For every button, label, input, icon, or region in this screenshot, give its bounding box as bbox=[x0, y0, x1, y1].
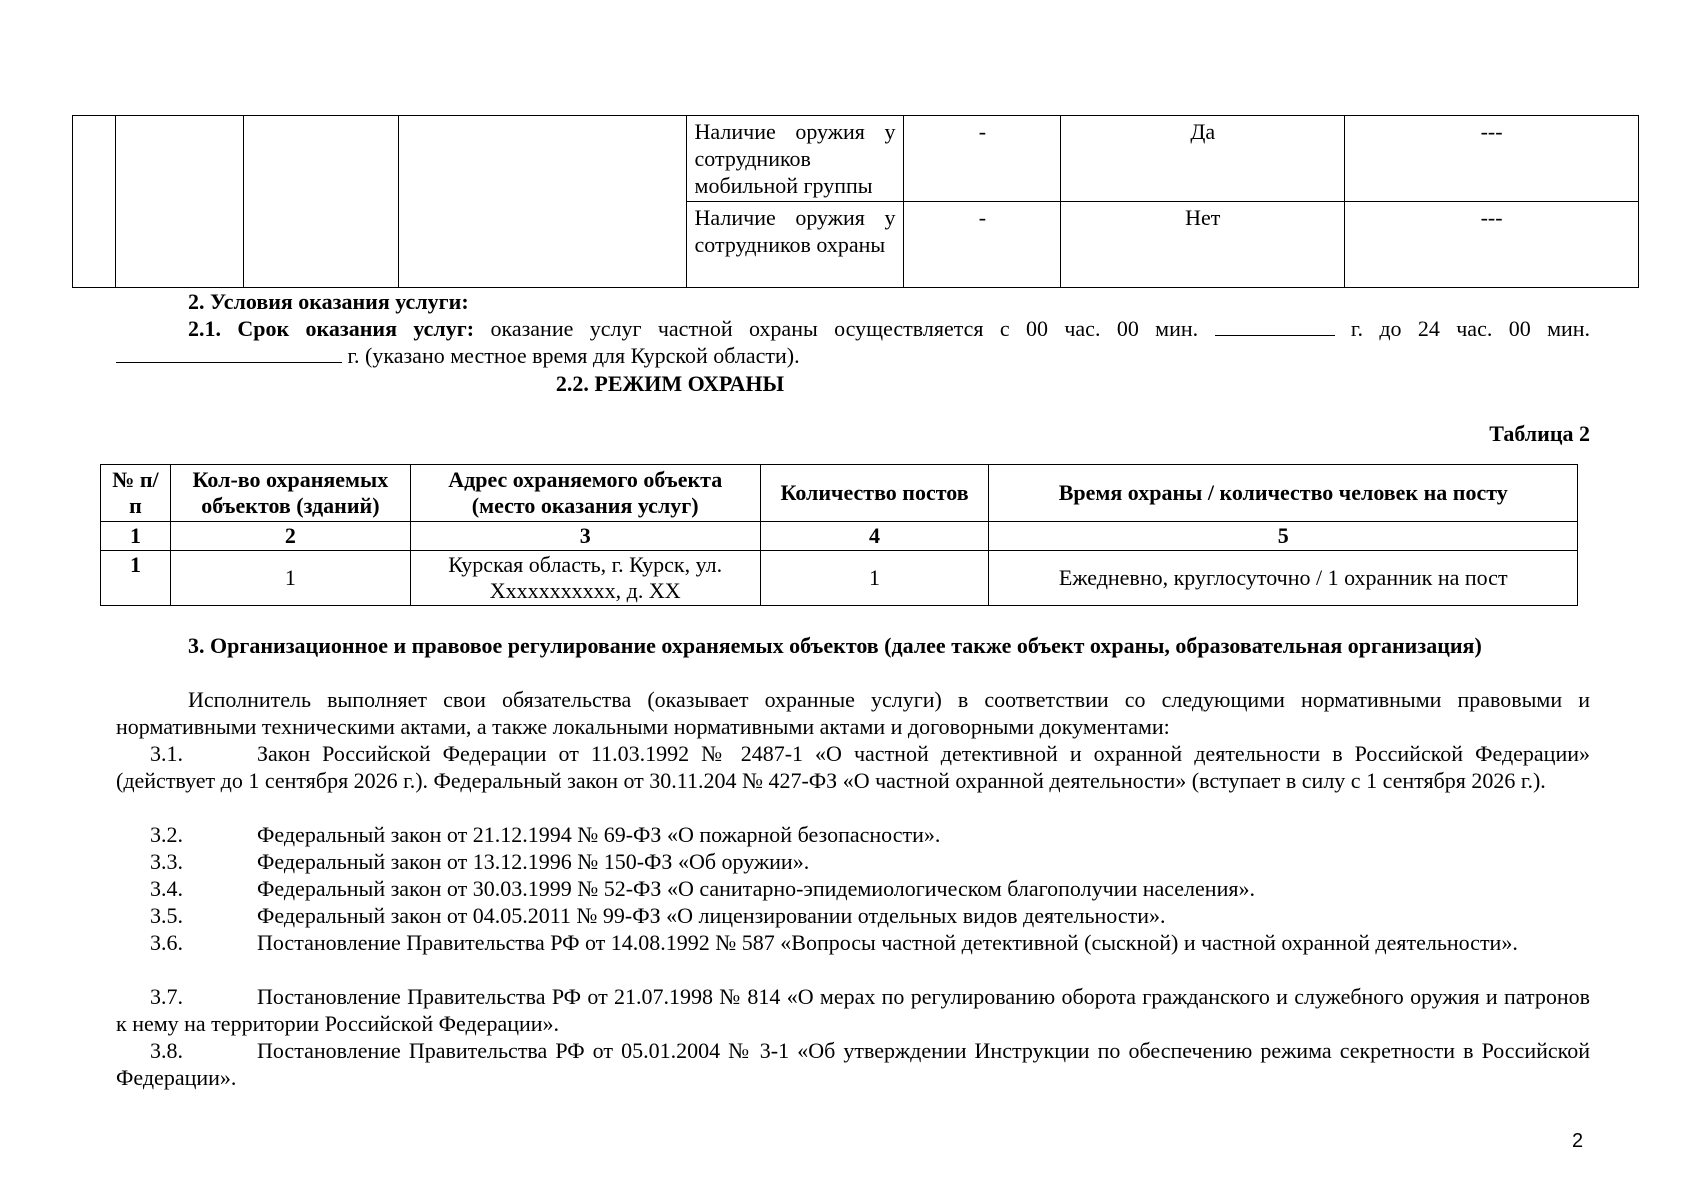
indicator-dash: - bbox=[904, 202, 1061, 288]
list-item-number: 3.2. bbox=[150, 822, 183, 847]
service-term-text-a: оказание услуг частной охраны осуществляется с 00 час. 00 мин. bbox=[490, 316, 1199, 341]
indicator-note: --- bbox=[1345, 202, 1639, 288]
empty-cell bbox=[115, 116, 243, 288]
indicator-name: Наличие оружия у сотрудников мобильной группы bbox=[686, 116, 904, 202]
list-item-number: 3.6. bbox=[150, 930, 183, 955]
column-number: 4 bbox=[760, 522, 989, 551]
list-item-text: Федеральный закон от 04.05.2011 № 99-ФЗ «О лицензировании отдельных видов деятельности». bbox=[257, 903, 1166, 928]
start-date-blank bbox=[1215, 315, 1335, 336]
column-number: 2 bbox=[170, 522, 410, 551]
service-term-text-c: г. (указано местное время для Курской области). bbox=[347, 343, 800, 368]
indicator-value: Да bbox=[1061, 116, 1345, 202]
service-term-label: 2.1. Срок оказания услуг: bbox=[188, 316, 475, 341]
objects-count: 1 bbox=[170, 551, 410, 606]
object-address: Курская область, г. Курск, ул. Xxxxxxxxxxx, д. XX bbox=[410, 551, 760, 606]
empty-cell bbox=[73, 116, 116, 288]
table-row bbox=[101, 551, 1578, 606]
list-item-text: Федеральный закон от 21.12.1994 № 69-ФЗ «О пожарной безопасности». bbox=[257, 822, 941, 847]
list-item-text: Постановление Правительства РФ от 05.01.2004 № 3-1 «Об утверждении Инструкции по обеспечению режима секретности в Российской Федерации». bbox=[116, 1038, 1590, 1090]
list-item-text: Постановление Правительства РФ от 14.08.1992 № 587 «Вопросы частной детективной (сыскной) и частной охранной деятельности». bbox=[257, 930, 1518, 955]
table2-label: Таблица 2 bbox=[1489, 421, 1590, 446]
continuation-table bbox=[72, 115, 1639, 288]
indicator-dash: - bbox=[904, 116, 1061, 202]
service-term-line2 bbox=[116, 342, 800, 369]
row-number: 1 bbox=[101, 551, 171, 606]
column-number: 3 bbox=[410, 522, 760, 551]
indicator-value: Нет bbox=[1061, 202, 1345, 288]
section3-intro: Исполнитель выполняет свои обязательства (оказывает охранные услуги) в соответствии со следующими нормативными правовыми и нормативными техническими актами, а также локальными нормативными актами и договорными документами: bbox=[116, 687, 1590, 739]
list-item-number: 3.3. bbox=[150, 849, 183, 874]
column-header: Количество постов bbox=[760, 465, 989, 522]
service-term-text-b: г. до 24 час. 00 мин. bbox=[1350, 316, 1591, 341]
column-number: 5 bbox=[989, 522, 1578, 551]
guard-regime-table bbox=[100, 464, 1578, 606]
list-item-number: 3.7. bbox=[150, 984, 183, 1009]
list-item-text: Постановление Правительства РФ от 21.07.1998 № 814 «О мерах по регулированию оборота гражданского и служебного оружия и патронов к нему на территории Российской Федерации». bbox=[116, 984, 1590, 1036]
list-item-number: 3.1. bbox=[150, 741, 183, 766]
column-header: Время охраны / количество человек на посту bbox=[989, 465, 1578, 522]
posts-count: 1 bbox=[760, 551, 989, 606]
column-header: Адрес охраняемого объекта (место оказания услуг) bbox=[410, 465, 760, 522]
end-date-blank bbox=[116, 342, 342, 363]
indicator-note: --- bbox=[1345, 116, 1639, 202]
indicator-name: Наличие оружия у сотрудников охраны bbox=[686, 202, 904, 288]
section3-heading: 3. Организационное и правовое регулирование охраняемых объектов (далее также объект охраны, образовательная организация) bbox=[188, 633, 1482, 658]
list-item-text: Закон Российской Федерации от 11.03.1992 № 2487-1 «О частной детективной и охранной деятельности в Российской Федерации» (действует до 1 сентября 2026 г.). Федеральный закон от 30.11.204 № 427-ФЗ «О частной охранной деятельности» (вступает в силу с 1 сентября 2026 г.). bbox=[116, 741, 1590, 793]
list-item-text: Федеральный закон от 13.12.1996 № 150-ФЗ «Об оружии». bbox=[257, 849, 810, 874]
empty-cell bbox=[243, 116, 398, 288]
column-number: 1 bbox=[101, 522, 171, 551]
service-term-line1 bbox=[188, 315, 1590, 342]
column-header: № п/п bbox=[101, 465, 171, 522]
list-item-number: 3.8. bbox=[150, 1038, 183, 1063]
column-header: Кол-во охраняемых объектов (зданий) bbox=[170, 465, 410, 522]
table-row bbox=[73, 116, 1639, 202]
section2-heading: 2. Условия оказания услуги: bbox=[188, 289, 469, 314]
empty-cell bbox=[398, 116, 686, 288]
column-number-row bbox=[101, 522, 1578, 551]
list-item-number: 3.4. bbox=[150, 876, 183, 901]
table-header-row bbox=[101, 465, 1578, 522]
page-number: 2 bbox=[1572, 1130, 1584, 1152]
guard-schedule: Ежедневно, круглосуточно / 1 охранник на пост bbox=[989, 551, 1578, 606]
regime-title: 2.2. РЕЖИМ ОХРАНЫ bbox=[555, 371, 785, 396]
list-item-number: 3.5. bbox=[150, 903, 183, 928]
list-item-text: Федеральный закон от 30.03.1999 № 52-ФЗ «О санитарно-эпидемиологическом благополучии населения». bbox=[257, 876, 1255, 901]
